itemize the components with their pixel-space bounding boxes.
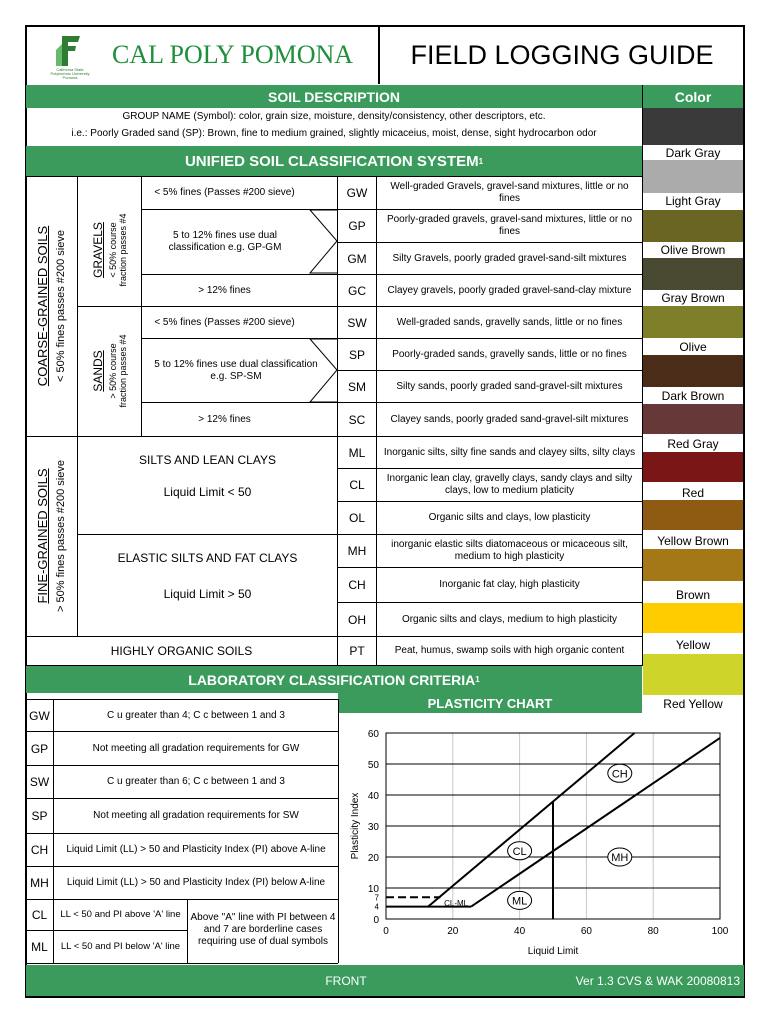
uscs-description-cl: Inorganic lean clay, gravelly clays, sandy clays and silty clays, low to medium platicity bbox=[386, 473, 633, 496]
lab-criteria-heading-text: LABORATORY CLASSIFICATION CRITERIA bbox=[188, 671, 476, 688]
coarse-grained-title: COARSE-GRAINED SOILS bbox=[35, 225, 50, 387]
sands-title: SANDS bbox=[90, 350, 105, 392]
zone-ml-label: ML bbox=[511, 895, 528, 908]
y-tick-label: 20 bbox=[367, 853, 379, 864]
silts-lean-clays: SILTS AND LEAN CLAYS bbox=[139, 453, 276, 467]
y-tick-label: 40 bbox=[367, 791, 379, 802]
color-heading: Color bbox=[643, 85, 743, 108]
uscs-symbol-gp: GP bbox=[348, 219, 366, 233]
color-label: Light Gray bbox=[643, 193, 743, 209]
lab-criteria-sw: C u greater than 6; C c between 1 and 3 bbox=[107, 776, 285, 787]
y-tick-label: 60 bbox=[367, 729, 379, 740]
lab-criteria-sp: Not meeting all gradation requirements for SW bbox=[93, 810, 299, 821]
uscs-description-sc: Clayey sands, poorly graded sand-gravel-silt mixtures bbox=[390, 413, 629, 425]
uscs-description-gc: Clayey gravels, poorly graded gravel-sand-clay mixture bbox=[387, 284, 632, 296]
color-label: Yellow Brown bbox=[643, 533, 743, 549]
zone-cl-ml-label: CL-ML bbox=[444, 898, 469, 908]
x-tick-label: 20 bbox=[447, 926, 459, 937]
color-label: Red Gray bbox=[643, 436, 743, 452]
uscs-symbol-mh: MH bbox=[347, 544, 367, 558]
color-swatch bbox=[643, 404, 743, 434]
x-tick-label: 80 bbox=[647, 926, 659, 937]
uscs-description-ch: Inorganic fat clay, high plasticity bbox=[439, 579, 580, 590]
a-line-series bbox=[471, 738, 720, 907]
x-tick-label: 60 bbox=[580, 926, 592, 937]
gravels-title: GRAVELS bbox=[90, 222, 105, 278]
uscs-symbol-gc: GC bbox=[348, 283, 366, 298]
x-tick-label: 40 bbox=[514, 926, 526, 937]
uscs-description-sw: Well-graded sands, gravelly sands, little or no fines bbox=[396, 316, 623, 328]
uscs-heading bbox=[26, 146, 642, 176]
fine-grained-sub: > 50% fines passes #200 sieve bbox=[55, 460, 67, 612]
uscs-footnote: 1 bbox=[478, 156, 484, 166]
x-tick-label: 0 bbox=[383, 926, 389, 937]
lab-criteria-gp: Not meeting all gradation requirements for GW bbox=[92, 742, 300, 754]
lab-criteria-footnote: 1 bbox=[475, 675, 480, 684]
header bbox=[26, 26, 744, 84]
fine-grained-title: FINE-GRAINED SOILS bbox=[35, 468, 50, 604]
zone-mh-label: MH bbox=[611, 852, 629, 864]
gravels-sub1: < 50% course bbox=[107, 222, 118, 278]
color-swatch bbox=[643, 452, 743, 482]
liquid-limit-greater: Liquid Limit > 50 bbox=[163, 587, 252, 601]
uscs-symbol-sc: SC bbox=[348, 412, 366, 427]
lab-symbol-sp: SP bbox=[31, 809, 48, 823]
color-label: Dark Brown bbox=[643, 388, 743, 404]
lab-criteria-ml: LL < 50 and PI below 'A' line bbox=[60, 941, 181, 952]
color-swatch bbox=[643, 500, 743, 530]
coarse-grained-sub: < 50% fines passes #200 sieve bbox=[55, 230, 67, 382]
y-tick-label: 10 bbox=[367, 884, 379, 895]
uscs-description-gp: Poorly-graded gravels, gravel-sand mixtures, little or no fines bbox=[386, 214, 633, 237]
x-tick-label: 100 bbox=[711, 926, 729, 937]
elastic-fat-clays: ELASTIC SILTS AND FAT CLAYS bbox=[117, 551, 298, 565]
lab-criteria-cl: LL < 50 and PI above 'A' line bbox=[60, 909, 181, 920]
color-label: Dark Gray bbox=[643, 145, 743, 161]
sands-sub1: > 50% course bbox=[107, 343, 118, 399]
gravel-fines-low: < 5% fines (Passes #200 sieve) bbox=[154, 187, 295, 198]
coarse-grained-label bbox=[36, 176, 68, 436]
sand-fines-dual: 5 to 12% fines use dual classification e.g. SP-SM bbox=[154, 358, 318, 382]
page-title: FIELD LOGGING GUIDE bbox=[378, 26, 744, 84]
y-tick-label: 4 bbox=[374, 902, 379, 912]
gravel-arrow bbox=[300, 209, 340, 275]
color-swatch bbox=[643, 160, 743, 194]
color-swatch bbox=[643, 258, 743, 290]
footer-version: Ver 1.3 CVS & WAK 20080813 bbox=[575, 973, 740, 988]
borderline-note: Above "A" line with PI between 4 and 7 are borderline cases requiring use of dual symbols bbox=[190, 912, 336, 947]
lab-criteria-gw: C u greater than 4; C c between 1 and 3 bbox=[107, 709, 285, 721]
highly-organic-soils: HIGHLY ORGANIC SOILS bbox=[110, 644, 253, 658]
uscs-description-sm: Silty sands, poorly graded sand-gravel-silt mixtures bbox=[396, 380, 623, 392]
color-swatch bbox=[643, 355, 743, 387]
gravel-fines-high: > 12% fines bbox=[198, 284, 251, 296]
uscs-description-pt: Peat, humus, swamp soils with high organic content bbox=[394, 645, 625, 656]
footer-side: FRONT bbox=[325, 973, 367, 988]
color-label: Olive bbox=[643, 339, 743, 355]
color-swatch bbox=[643, 210, 743, 242]
x-axis-title: Liquid Limit bbox=[527, 946, 579, 957]
zone-ch-label: CH bbox=[611, 768, 628, 781]
lab-symbol-ch: CH bbox=[30, 843, 49, 857]
soil-description-line2: i.e.: Poorly Graded sand (SP): Brown, fine to medium grained, slightly micaceius, moist, dense, sight hydrocarbon odor bbox=[71, 128, 597, 139]
color-swatch bbox=[643, 108, 743, 146]
uscs-symbol-oh: OH bbox=[348, 612, 366, 627]
sand-fines-high: > 12% fines bbox=[198, 413, 251, 425]
zone-cl-label: CL bbox=[512, 845, 527, 858]
uscs-description-ol: Organic silts and clays, low plasticity bbox=[428, 512, 591, 523]
uscs-symbol-gm: GM bbox=[347, 251, 367, 266]
lab-symbol-gw: GW bbox=[29, 708, 50, 723]
color-label: Brown bbox=[643, 587, 743, 603]
lab-criteria-heading bbox=[26, 666, 642, 693]
uscs-description-gm: Silty Gravels, poorly graded gravel-sand-silt mixtures bbox=[392, 252, 627, 264]
soil-description-line1: GROUP NAME (Symbol): color, grain size, moisture, density/consistency, other descriptors, etc. bbox=[122, 111, 546, 122]
color-label: Red Yellow bbox=[643, 696, 743, 712]
uscs-symbol-sp: SP bbox=[348, 347, 365, 362]
uscs-symbol-ml: ML bbox=[348, 445, 366, 460]
lab-symbol-gp: GP bbox=[30, 741, 49, 756]
university-logo bbox=[48, 32, 92, 80]
color-label: Red bbox=[643, 485, 743, 501]
plasticity-chart bbox=[338, 714, 742, 964]
uscs-symbol-ch: CH bbox=[348, 578, 366, 592]
y-axis-title: Plasticity Index bbox=[350, 792, 361, 860]
uscs-symbol-sw: SW bbox=[347, 315, 367, 330]
uscs-symbol-pt: PT bbox=[349, 644, 365, 658]
color-swatch bbox=[643, 549, 743, 581]
uscs-symbol-ol: OL bbox=[348, 511, 365, 525]
logo-fine-print: California State Polytechnic University Pomona bbox=[50, 67, 90, 80]
color-swatch bbox=[643, 306, 743, 338]
lab-criteria-mh: Liquid Limit (LL) > 50 and Plasticity Index (PI) below A-line bbox=[66, 877, 326, 888]
uscs-symbol-gw: GW bbox=[346, 186, 368, 200]
footer bbox=[26, 965, 744, 996]
lab-symbol-mh: MH bbox=[30, 876, 49, 890]
uscs-symbol-sm: SM bbox=[348, 379, 366, 394]
sands-label bbox=[85, 306, 133, 436]
uscs-description-oh: Organic silts and clays, medium to high plasticity bbox=[401, 613, 618, 625]
lab-symbol-cl: CL bbox=[31, 908, 48, 922]
y-tick-label: 0 bbox=[373, 915, 379, 926]
uscs-description-sp: Poorly-graded sands, gravelly sands, little or no fines bbox=[392, 348, 627, 360]
uscs-symbol-cl: CL bbox=[349, 478, 365, 492]
y-tick-label: 30 bbox=[367, 822, 379, 833]
gravels-sub2: fraction passes #4 bbox=[117, 213, 128, 287]
gravel-fines-dual: 5 to 12% fines use dual classification e.g. GP-GM bbox=[168, 230, 282, 253]
color-label: Yellow bbox=[643, 637, 743, 653]
sand-fines-low: < 5% fines (Passes #200 sieve) bbox=[154, 316, 295, 328]
uscs-description-gw: Well-graded Gravels, gravel-sand mixtures, little or no fines bbox=[390, 181, 629, 204]
lab-symbol-sw: SW bbox=[29, 775, 50, 789]
soil-description-heading: SOIL DESCRIPTION bbox=[26, 85, 642, 108]
color-label: Olive Brown bbox=[643, 242, 743, 258]
fine-grained-label bbox=[36, 437, 68, 635]
color-label: Gray Brown bbox=[643, 290, 743, 306]
gravels-label bbox=[85, 185, 133, 315]
uscs-heading-text: UNIFIED SOIL CLASSIFICATION SYSTEM bbox=[184, 152, 479, 170]
u-line-series bbox=[428, 733, 634, 907]
uscs-description-ml: Inorganic silts, silty fine sands and clayey silts, silty clays bbox=[383, 446, 636, 458]
y-tick-label: 50 bbox=[367, 760, 379, 771]
uscs-description-mh: inorganic elastic silts diatomaceous or micaceous silt, medium to high plasticity bbox=[391, 539, 628, 562]
sands-sub2: fraction passes #4 bbox=[117, 334, 128, 408]
lab-symbol-ml: ML bbox=[31, 940, 48, 954]
plasticity-chart-heading: PLASTICITY CHART bbox=[338, 693, 642, 713]
color-swatch bbox=[643, 654, 743, 695]
lab-criteria-ch: Liquid Limit (LL) > 50 and Plasticity Index (PI) above A-line bbox=[66, 844, 326, 855]
y-tick-label: 7 bbox=[374, 893, 379, 903]
university-name: CAL POLY POMONA bbox=[112, 40, 354, 69]
liquid-limit-less: Liquid Limit < 50 bbox=[163, 485, 252, 499]
color-swatch bbox=[643, 603, 743, 633]
